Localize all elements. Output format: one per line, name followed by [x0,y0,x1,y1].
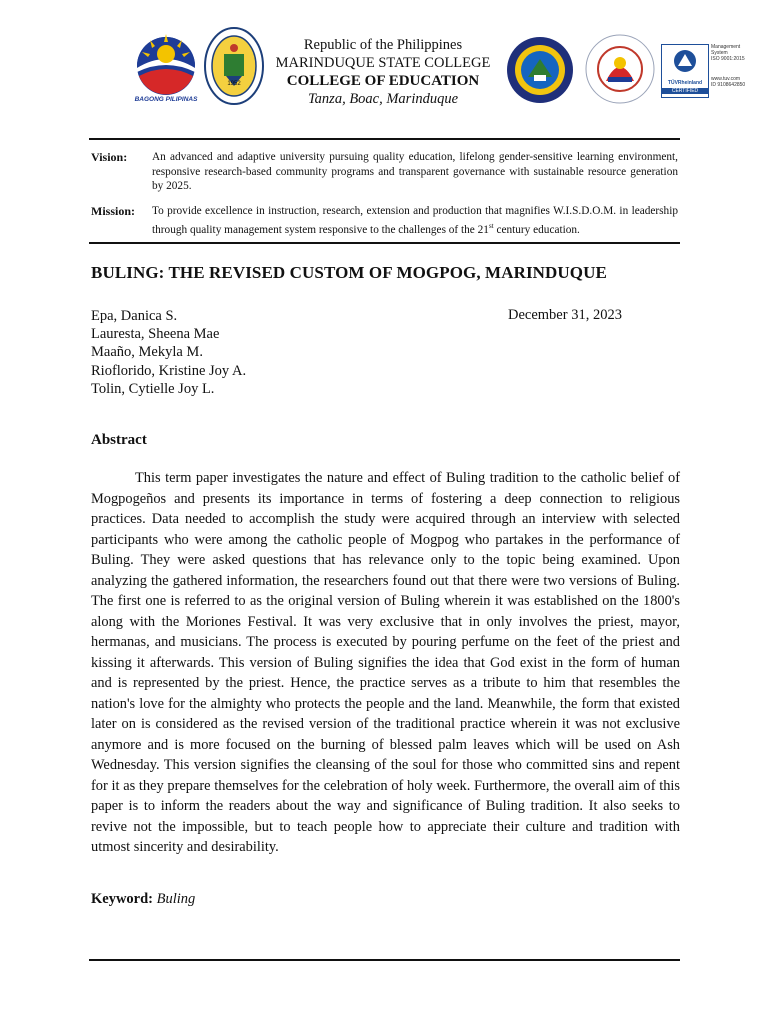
author-name: Maaño, Mekyla M. [91,344,203,361]
author-name: Epa, Danica S. [91,308,178,324]
author-list [91,307,246,398]
keyword-value: Buling [156,891,196,907]
letterhead [250,36,516,108]
author-name: Rioflorido, Kristine Joy A. [91,362,247,379]
vision-label: Vision: [91,150,128,164]
tuv-brand: TÜVRheinland [667,80,703,86]
philippine-quality-award-logo [584,33,656,105]
tuv-triangle-icon [662,45,708,75]
vision-text: An advanced and adaptive university pursuing quality education, lifelong gender-sensitive learning environment, responsive research-based community programs and transparent governance with sustainable resource generation by 2025. [152,151,678,192]
mission-block [91,204,678,237]
tuv-certified-label: CERTIFIED [662,88,708,94]
paper-date: December 31, 2023 [508,307,622,323]
bottom-divider [89,959,680,961]
mission-label: Mission: [91,204,136,218]
school-name: MARINDUQUE STATE COLLEGE [275,55,491,71]
author-name: Tolin, Cytielle Joy L. [91,380,215,397]
vision-block [91,150,678,194]
abstract-heading: Abstract [91,432,147,448]
school-address: Tanza, Boac, Marinduque [307,91,459,107]
tuv-certified-logo [661,44,758,98]
author-name: Lauresta, Sheena Mae [91,326,220,343]
bagong-pilipinas-logo [128,32,204,106]
tuv-info-line: System [711,50,728,56]
coe-seal-logo [506,35,574,105]
tuv-id: ID 9108642850 [711,82,746,88]
msc-seal-year: 1952 [227,81,241,87]
bagong-pilipinas-label: BAGONG PILIPINAS [134,96,198,103]
tuv-info-line: Management [711,44,741,50]
republic-line: Republic of the Philippines [303,37,463,53]
mission-text: To provide excellence in instruction, research, extension and production that magnifies W.I.S.D.O.M. in leadership through quality management system responsive to the challenges of the 21st century education. [152,205,678,236]
keyword-label: Keyword: [91,891,154,907]
tuv-url: www.tuv.com [711,76,741,82]
keyword-line [91,891,195,908]
tuv-info-line: ISO 9001:2015 [711,56,745,62]
vm-divider [89,242,680,244]
abstract-body: This term paper investigates the nature and effect of Buling tradition to the catholic belief of Mogpogeños and presents its importance in terms of fostering a deep connection to religious practices. Data needed to accomplish the study were acquired through an interview with selected participants who were among the catholic people of Mogpog who partakes in the performance of Buling. They were asked questions that has relevance only to the topic being examined. Upon analyzing the gathered information, the researchers found out that there were two versions of Buling. The first one is referred to as the original version of Buling wherein it was established on the 1800's along with the Moriones Festival. It was very exclusive that in only involves the priest, mayor, hermanas, and musicians. The process is executed by pouring perfume on the feet of the priest and kissing it afterwards. This version of Buling signifies the idea that God exist in the form of human and is represented by the priest. Hence, the practice serves as a tribute to him that resembles the nation's love for the almighty who protects the people and the land. Meanwhile, the form that existed later on is considered as the revised version of the traditional practice wherein it was not exclusive anymore and is more focused on the burning of blessed palm leaves which will be used on Ash Wednesday. This version signifies the cleansing of the soul for those who committed sins and repent for it as they prepare themselves for the celebration of holy week. Furthermore, the overall aim of this paper is to inform the readers about the way and significance of Buling tradition. It also seeks to revive not the impossible, but to teach people how to appreciate their culture and tradition with utmost sincerity and desirability. [91,470,680,855]
top-divider [89,138,680,140]
paper-title: BULING: THE REVISED CUSTOM OF MOGPOG, MARINDUQUE [91,263,607,282]
college-name: COLLEGE OF EDUCATION [286,73,480,89]
